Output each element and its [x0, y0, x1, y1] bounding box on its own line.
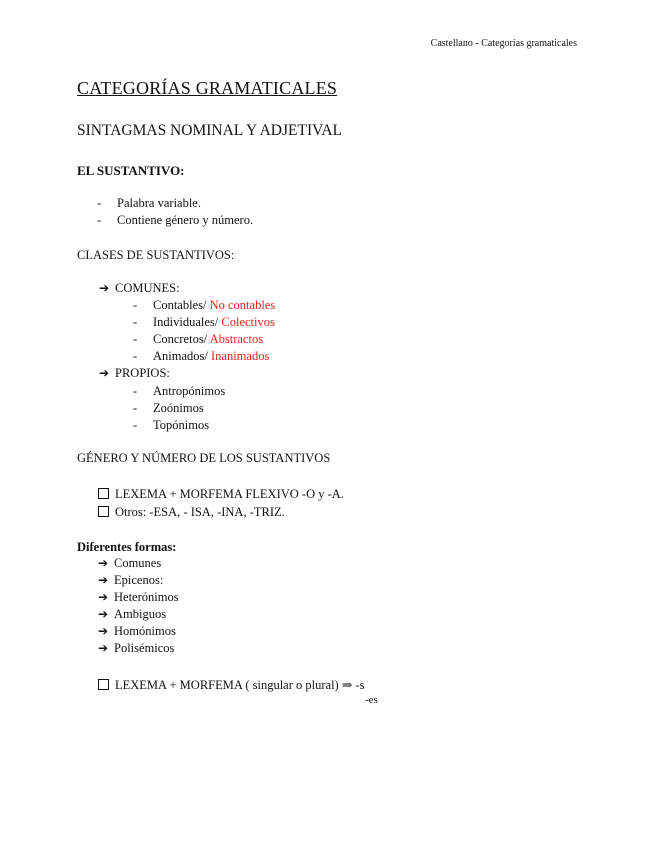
- checkbox-item: LEXEMA + MORFEMA FLEXIVO -O y -A.: [98, 487, 344, 502]
- comunes-subitem: - Contables/ No contables: [133, 298, 276, 312]
- formas-item: ➔ Homónimos: [98, 624, 176, 638]
- formas-item: ➔ Ambiguos: [98, 607, 167, 621]
- formas-item: ➔ Polisémicos: [98, 641, 175, 655]
- arrow-icon: ➔: [99, 366, 110, 380]
- sustantivo-heading: EL SUSTANTIVO:: [77, 163, 185, 178]
- propios-item: ➔ PROPIOS:: [99, 366, 170, 380]
- arrow-icon: ➔: [98, 607, 109, 621]
- arrow-icon: ➔: [98, 556, 109, 570]
- formas-item: ➔ Comunes: [98, 556, 162, 570]
- genero-heading: GÉNERO Y NÚMERO DE LOS SUSTANTIVOS: [77, 451, 331, 465]
- formas-heading: Diferentes formas:: [77, 540, 177, 554]
- arrow-icon: ➔: [98, 624, 109, 638]
- clases-heading: CLASES DE SUSTANTIVOS:: [77, 248, 235, 262]
- comunes-subitem: - Animados/ Inanimados: [133, 349, 270, 363]
- checkbox-item: Otros: -ESA, - ISA, -INA, -TRIZ.: [98, 505, 285, 520]
- checkbox-item: LEXEMA + MORFEMA ( singular o plural) ⇒ -s: [98, 677, 364, 693]
- arrow-icon: ➔: [99, 281, 110, 295]
- arrow-icon: ➔: [98, 573, 109, 587]
- propios-subitem: - Zoónimos: [133, 401, 204, 415]
- formas-item: ➔ Heterónimos: [98, 590, 179, 604]
- arrow-icon: ➔: [98, 641, 109, 655]
- comunes-subitem: - Individuales/ Colectivos: [133, 315, 275, 329]
- propios-subitem: - Antropónimos: [133, 384, 226, 398]
- checkbox-icon: [98, 506, 109, 517]
- comunes-subitem: - Concretos/ Abstractos: [133, 332, 264, 346]
- comunes-item: ➔ COMUNES:: [99, 281, 180, 295]
- propios-subitem: - Topónimos: [133, 418, 210, 432]
- document-title: CATEGORÍAS GRAMATICALES: [77, 78, 338, 98]
- section-title: SINTAGMAS NOMINAL Y ADJETIVAL: [77, 122, 342, 139]
- bullet-item: - Palabra variable.: [97, 196, 201, 210]
- page-header: Castellano - Categorías gramaticales: [430, 38, 577, 49]
- bullet-item: - Contiene género y número.: [97, 213, 254, 227]
- checkbox-icon: [98, 679, 109, 690]
- formas-item: ➔ Epicenos:: [98, 573, 164, 587]
- arrow-icon: ➔: [98, 590, 109, 604]
- checkbox-icon: [98, 488, 109, 499]
- plural-suffix: -es: [365, 694, 378, 706]
